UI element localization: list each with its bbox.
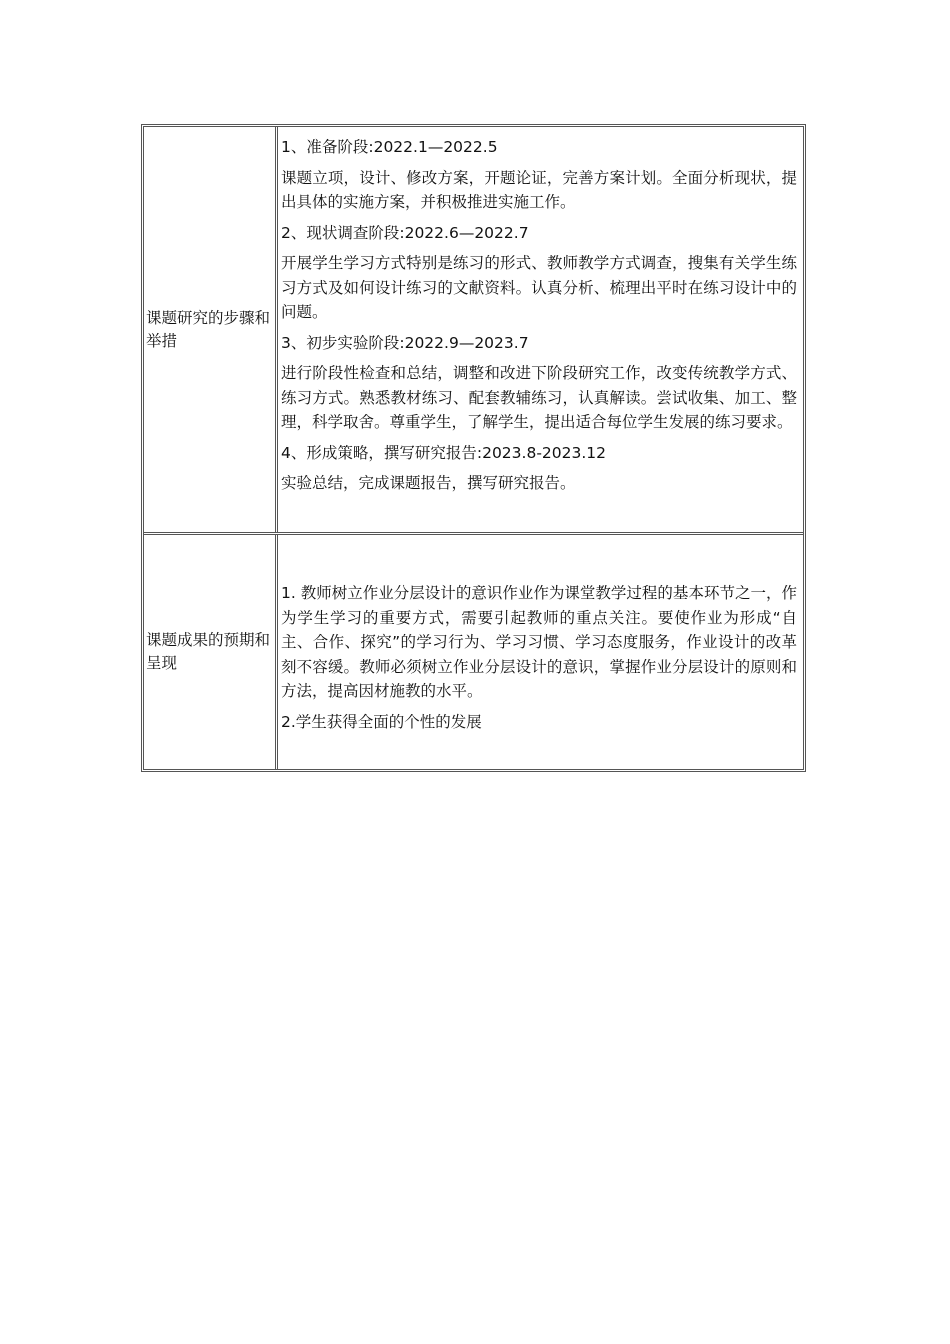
table-row-results <box>144 532 803 769</box>
stage-1-heading: 1、准备阶段:2022.1—2022.5 <box>281 138 498 156</box>
result-1-text: 1. 教师树立作业分层设计的意识作业作为课堂教学过程的基本环节之一，作为学生学习的重要方式，需要引起教师的重点关注。要使作业为形成“自主、合作、探究”的学习行为、学习习惯、学习态度服务，作业设计的改革刻不容缓。教师必须树立作业分层设计的意识，掌握作业分层设计的原则和方法，提高因材施教的水平。 <box>281 584 797 700</box>
stage-4-text: 实验总结，完成课题报告，撰写研究报告。 <box>281 474 576 492</box>
stage-2-text: 开展学生学习方式特别是练习的形式、教师教学方式调查，搜集有关学生练习方式及如何设计练习的文献资料。认真分析、梳理出平时在练习设计中的问题。 <box>281 254 797 321</box>
stage-3-heading: 3、初步实验阶段:2022.9—2023.7 <box>281 333 529 352</box>
table-row-steps <box>144 127 803 532</box>
stage-1-text: 课题立项，设计、修改方案，开题论证，完善方案计划。全面分析现状，提出具体的实施方案，并积极推进实施工作。 <box>281 168 797 211</box>
row-label-steps: 课题研究的步骤和举措 <box>144 127 278 532</box>
row-content-results <box>278 535 803 769</box>
stage-4-heading: 4、形成策略，撰写研究报告:2023.8-2023.12 <box>281 443 607 462</box>
stage-2-heading: 2、现状调查阶段:2022.6—2022.7 <box>281 223 529 242</box>
research-plan-table <box>141 124 806 772</box>
stage-3-text: 进行阶段性检查和总结，调整和改进下阶段研究工作，改变传统教学方式、练习方式。熟悉教材练习、配套教辅练习，认真解读。尝试收集、加工、整理，科学取舍。尊重学生，了解学生，提出适合每位学生发展的练习要求。 <box>281 364 797 431</box>
result-2-text: 2.学生获得全面的个性的发展 <box>281 712 482 731</box>
row-label-results: 课题成果的预期和呈现 <box>144 535 278 769</box>
row-content-steps <box>278 127 803 532</box>
